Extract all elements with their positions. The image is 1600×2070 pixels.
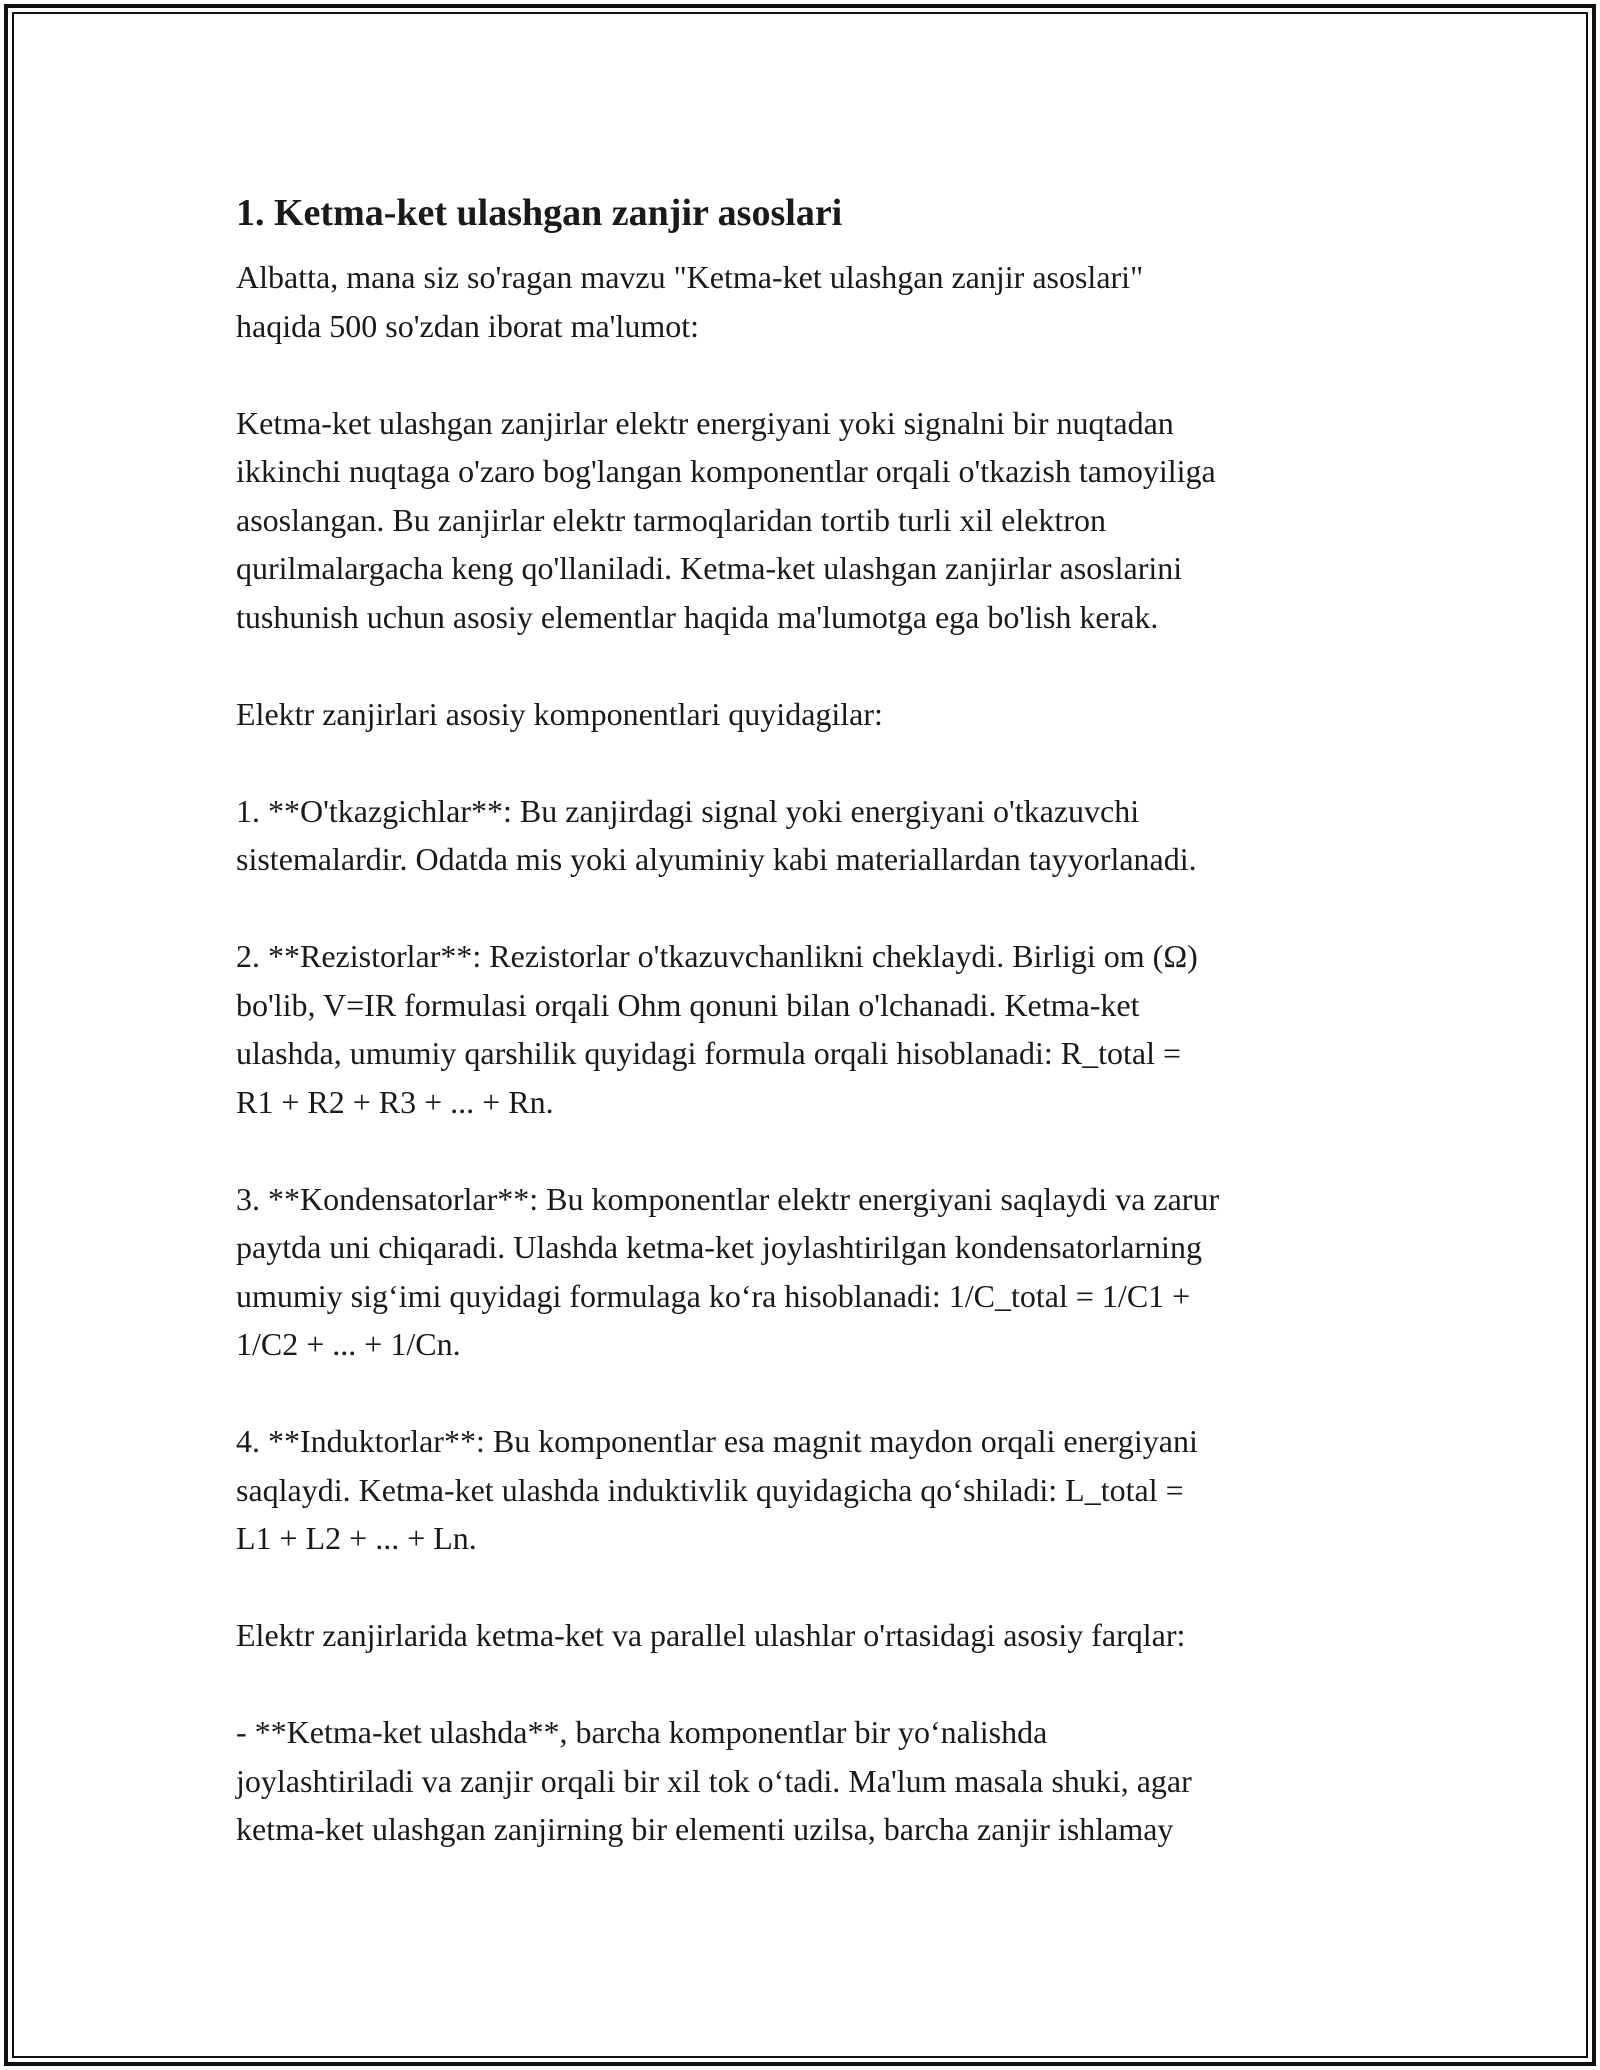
paragraph-components-heading: Elektr zanjirlari asosiy komponentlari quyidagilar:: [236, 695, 883, 732]
document-title: 1. Ketma-ket ulashgan zanjir asoslari: [236, 192, 843, 234]
list-item-conductors: 1. **O'tkazgichlar**: Bu zanjirdagi signal yoki energiyani o'tkazuvchi sistemalardir. Odatda mis yoki alyuminiy kabi materiallardan tayyorlanadi.: [236, 792, 1197, 877]
paragraph-differences-heading: Elektr zanjirlarida ketma-ket va parallel ulashlar o'rtasidagi asosiy farqlar:: [236, 1617, 1186, 1653]
list-item-capacitors: 3. **Kondensatorlar**: Bu komponentlar elektr energiyani saqlaydi va zarur paytda uni chiqaradi. Ulashda ketma-ket joylashtirilgan kondensatorlarning umumiy sig‘imi quyidagi formulaga ko‘ra hisoblanadi: 1/C_total = 1/C1 + 1/C2 + ... + 1/Cn.: [236, 1180, 1220, 1362]
list-item-series-connection: - **Ketma-ket ulashda**, barcha komponentlar bir yo‘nalishda joylashtiriladi va zanjir orqali bir xil tok o‘tadi. Ma'lum masala shuki, agar ketma-ket ulashgan zanjirning bir elementi uzilsa, barcha zanjir ishlamay: [236, 1714, 1192, 1847]
paragraph-overview: Ketma-ket ulashgan zanjirlar elektr energiyani yoki signalni bir nuqtadan ikkinchi nuqtaga o'zaro bog'langan komponentlar orqali o'tkazish tamoyiliga asoslangan. Bu zanjirlar elektr tarmoqlaridan tortib turli xil elektron qurilmalargacha keng qo'llaniladi. Ketma-ket ulashgan zanjirlar asoslarini tushunish uchun asosiy elementlar haqida ma'lumotga ega bo'lish kerak.: [236, 404, 1216, 635]
list-item-inductors: 4. **Induktorlar**: Bu komponentlar esa magnit maydon orqali energiyani saqlaydi. Ketma-ket ulashda induktivlik quyidagicha qo‘shiladi: L_total = L1 + L2 + ... + Ln.: [236, 1423, 1198, 1556]
list-item-resistors: 2. **Rezistorlar**: Rezistorlar o'tkazuvchanlikni cheklaydi. Birligi om (Ω) bo'lib, V=IR formulasi orqali Ohm qonuni bilan o'lchanadi. Ketma-ket ulashda, umumiy qarshilik quyidagi formula orqali hisoblanadi: R_total = R1 + R2 + R3 + ... + Rn.: [236, 938, 1198, 1120]
document-body: [236, 185, 1386, 1902]
paragraph-intro: Albatta, mana siz so'ragan mavzu "Ketma-ket ulashgan zanjir asoslari" haqida 500 so'zdan iborat ma'lumot:: [236, 259, 1144, 344]
